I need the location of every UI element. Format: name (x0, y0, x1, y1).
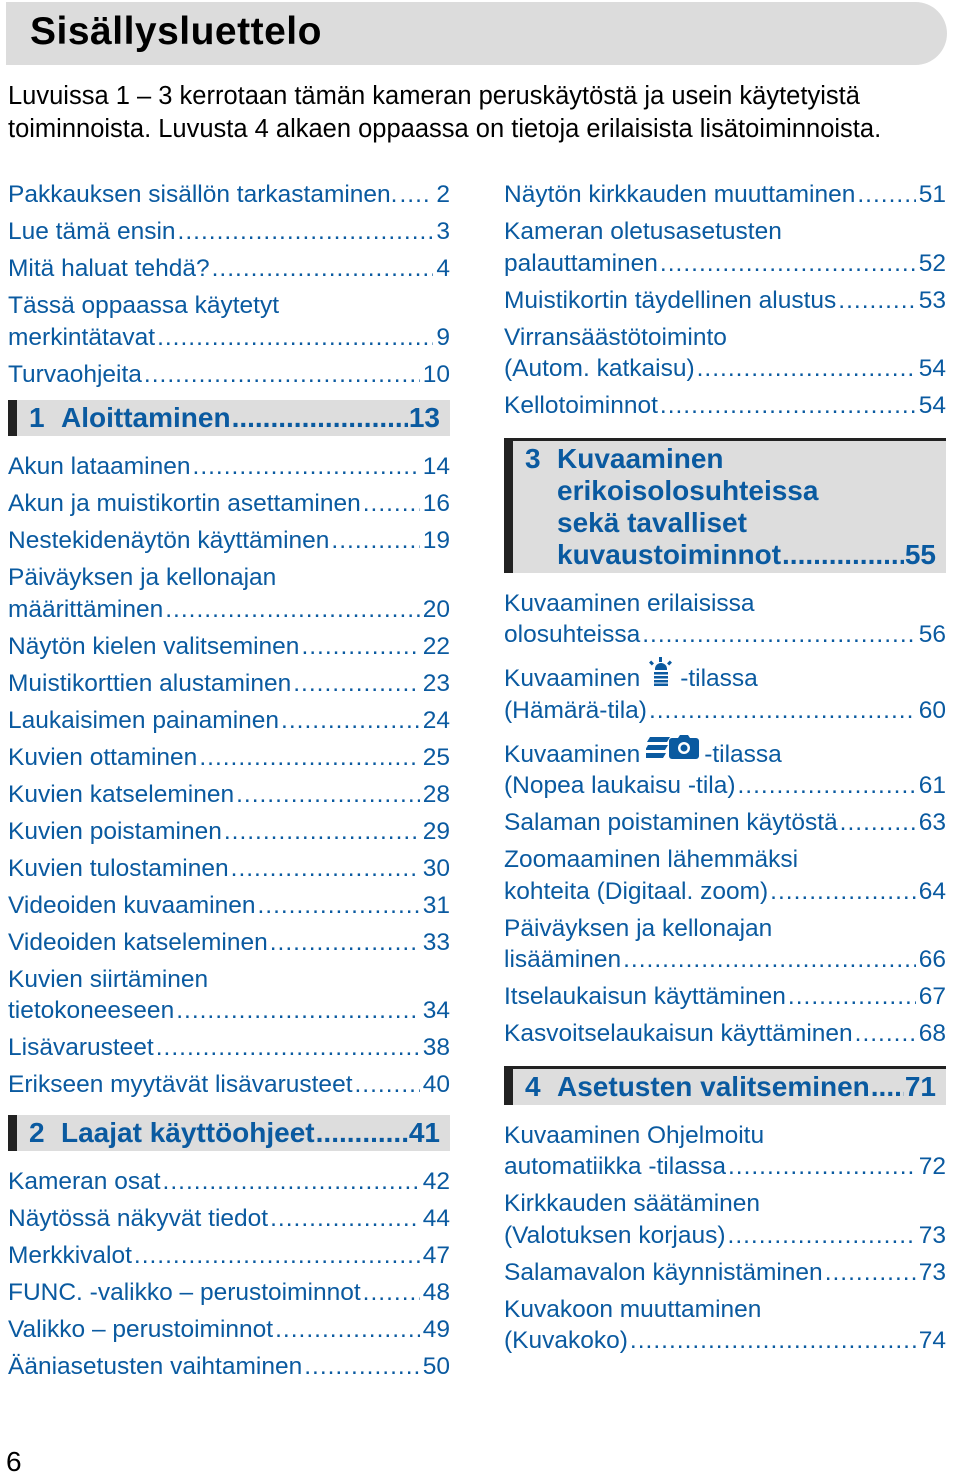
toc-entry-text: FUNC. -valikko – perustoiminnot (8, 1278, 361, 1306)
chapter-title-line: sekä tavalliset (557, 506, 747, 538)
dot-leader (176, 995, 420, 1027)
toc-entry-text: määrittäminen (8, 595, 164, 623)
toc-entry[interactable] (504, 1120, 946, 1183)
toc-page-number: 49 (422, 1315, 450, 1343)
toc-entry[interactable] (8, 705, 450, 737)
chapter-page: 55 (904, 538, 936, 570)
dot-leader (157, 322, 433, 354)
toc-page-number: 61 (918, 772, 946, 799)
dot-leader (232, 402, 408, 434)
toc-entry-text: Lue tämä ensin (8, 218, 176, 245)
toc-entry-line (8, 1032, 450, 1064)
toc-entry-line (8, 1277, 450, 1309)
toc-page-number: 4 (436, 255, 450, 282)
toc-entry-text: -tilassa (680, 665, 758, 692)
toc-entry[interactable] (8, 668, 450, 700)
toc-entry-line (504, 1294, 946, 1326)
toc-entry[interactable] (8, 488, 450, 520)
dot-leader (236, 779, 420, 811)
toc-page-number: 20 (422, 595, 450, 623)
dot-leader (231, 853, 420, 885)
toc-entry-line (504, 390, 946, 422)
toc-entry-line (8, 253, 450, 285)
toc-entry-text: Laukaisimen painaminen (8, 706, 280, 734)
toc-entry-text: Kirkkauden säätäminen (504, 1190, 761, 1217)
dot-leader (257, 890, 419, 922)
toc-entry-text: (Valotuksen korjaus) (504, 1221, 726, 1249)
toc-entry[interactable] (8, 1314, 450, 1346)
toc-entry-line (504, 248, 946, 280)
toc-entry-text: Salaman poistaminen käytöstä (504, 809, 838, 836)
toc-entry-line (8, 964, 450, 996)
toc-entry-text: Videoiden katseleminen (8, 928, 268, 956)
toc-entry-line (8, 1314, 450, 1346)
dot-leader (163, 1166, 420, 1198)
dot-leader (363, 488, 420, 520)
page-title: Sisällysluettelo (30, 10, 322, 53)
toc-entry-line (504, 1120, 946, 1152)
toc-page-number: 47 (422, 1241, 450, 1269)
toc-entry-text: Kuvien tulostaminen (8, 854, 229, 882)
toc-page-number: 29 (422, 817, 450, 845)
dot-leader (199, 742, 419, 774)
toc-page-number: 30 (422, 854, 450, 882)
toc-page-number: 24 (422, 706, 450, 734)
toc-entry-text: Merkkivalot (8, 1241, 132, 1269)
toc-entry-text: lisääminen (504, 946, 622, 973)
toc-page-number: 56 (918, 621, 946, 648)
toc-entry[interactable] (8, 890, 450, 922)
toc-entry-line (504, 807, 946, 839)
toc-page-number: 48 (422, 1278, 450, 1306)
dot-leader (871, 1071, 904, 1103)
toc-entry[interactable] (504, 981, 946, 1013)
toc-entry-line (8, 216, 450, 248)
dot-leader (838, 285, 915, 317)
page-number: 6 (6, 1446, 22, 1477)
toc-entry-text: Akun ja muistikortin asettaminen (8, 490, 361, 517)
toc-entry-text: (Kuvakoko) (504, 1327, 628, 1354)
toc-entry[interactable] (8, 964, 450, 1027)
toc-page-number: 52 (918, 249, 946, 277)
toc-page-number: 16 (422, 490, 450, 517)
toc-entry[interactable] (8, 290, 450, 353)
toc-page-number: 53 (918, 286, 946, 314)
toc-entry-text: Kuvien siirtäminen (8, 965, 209, 993)
toc-entry-text: Kasvoitselaukaisun käyttäminen (504, 1020, 853, 1047)
dot-leader (156, 1032, 420, 1064)
toc-entry-text: Akun lataaminen (8, 453, 191, 480)
chapter-number: 3 (525, 442, 541, 474)
toc-entry-text: Kuvaaminen Ohjelmoitu (504, 1121, 765, 1149)
toc-page-number: 50 (422, 1352, 450, 1380)
toc-entry-text: Päiväyksen ja kellonajan (504, 914, 773, 942)
toc-entry-line (8, 742, 450, 774)
toc-page-number: 3 (436, 218, 450, 245)
chapter-title-line: kuvaustoiminnot (557, 538, 782, 570)
toc-entry-text: Kellotoiminnot (504, 392, 658, 419)
toc-entry-line (504, 353, 946, 385)
toc-entry-line (8, 451, 450, 483)
dot-leader (697, 353, 916, 385)
toc-page-number: 54 (918, 392, 946, 419)
toc-page-number: 63 (918, 809, 946, 836)
toc-page-number: 74 (918, 1327, 946, 1354)
toc-entry-line (504, 844, 946, 876)
toc-entry-line (8, 1351, 450, 1383)
toc-entry[interactable] (504, 1257, 946, 1289)
toc-group (504, 588, 946, 1050)
chapter-number: 4 (525, 1070, 541, 1102)
chapter-title: Asetusten valitseminen (557, 1070, 870, 1102)
toc-entry-line (8, 1203, 450, 1235)
toc-entry-text: kohteita (Digitaal. zoom) (504, 877, 769, 905)
toc-page-number: 68 (918, 1020, 946, 1047)
dot-leader (728, 1220, 916, 1252)
chapter-number: 2 (29, 1116, 45, 1148)
toc-entry-text: Kuvaaminen (504, 740, 641, 768)
chapter-2-heading[interactable] (8, 1115, 450, 1151)
dot-leader (642, 619, 916, 651)
dot-leader (293, 668, 420, 700)
toc-entry[interactable] (8, 927, 450, 959)
toc-entry-line (8, 359, 450, 391)
chapter-4-heading[interactable] (504, 1066, 946, 1105)
toc-entry-text: (Nopea laukaisu -tila) (504, 772, 736, 799)
toc-entry-text: Kuvakoon muuttaminen (504, 1295, 762, 1323)
quick-shot-mode-icon (646, 732, 700, 771)
toc-entry-text: Kuvaaminen erilaisissa (504, 589, 755, 617)
toc-entry-line (8, 322, 450, 354)
toc-entry-line (8, 179, 450, 211)
dot-leader (660, 390, 916, 422)
dot-leader (782, 539, 904, 571)
toc-page-number: 19 (422, 527, 450, 554)
dot-leader (399, 179, 433, 211)
dot-leader (270, 927, 420, 959)
dot-leader (281, 705, 420, 737)
toc-entry-line (504, 913, 946, 945)
toc-page-number: 64 (918, 877, 946, 905)
title-bar (6, 2, 947, 65)
toc-entry-line (8, 1240, 450, 1272)
toc-entry-text: Mitä haluat tehdä? (8, 255, 210, 282)
toc-page-number: 73 (918, 1258, 946, 1286)
toc-entry-text: Päiväyksen ja kellonajan (8, 564, 277, 591)
dot-leader (301, 631, 419, 663)
toc-entry[interactable] (504, 1294, 946, 1357)
toc-entry-line (504, 179, 946, 211)
toc-entry[interactable] (8, 179, 450, 211)
toc-page-number: 44 (422, 1204, 450, 1232)
dot-leader (738, 770, 916, 802)
toc-entry[interactable] (8, 359, 450, 391)
toc-entry-line (504, 1325, 946, 1357)
toc-entry-line (8, 927, 450, 959)
dot-leader (770, 876, 916, 908)
toc-entry-text: tietokoneeseen (8, 997, 175, 1024)
toc-entry-text: Kuvien katseleminen (8, 780, 235, 808)
toc-page-number: 28 (422, 780, 450, 808)
toc-entry-text: Kameran osat (8, 1167, 161, 1195)
dot-leader (660, 248, 916, 280)
toc-entry-text: Muistikorttien alustaminen (8, 669, 292, 697)
dot-leader (355, 1069, 420, 1101)
toc-entry-text: Valikko – perustoiminnot (8, 1315, 274, 1343)
dot-leader (840, 807, 916, 839)
toc-entry-line (504, 1151, 946, 1183)
toc-entry[interactable] (8, 742, 450, 774)
toc-entry[interactable] (504, 913, 946, 976)
toc-page-number: 72 (918, 1153, 946, 1180)
toc-entry-line (8, 488, 450, 520)
toc-entry-text: merkintätavat (8, 323, 156, 351)
toc-entry-text: Kuvien poistaminen (8, 817, 222, 845)
toc-entry[interactable] (8, 1240, 450, 1272)
toc-entry-line (504, 285, 946, 317)
toc-entry-line (8, 853, 450, 885)
chapter-1-heading[interactable] (8, 400, 450, 436)
toc-entry-line (8, 890, 450, 922)
toc-entry-text: olosuhteissa (504, 621, 641, 648)
chapter-page: 13 (408, 402, 440, 433)
toc-entry-line (504, 588, 946, 620)
toc-entry[interactable] (504, 588, 946, 651)
dot-leader (857, 179, 915, 211)
toc-right-column (504, 179, 946, 1362)
toc-entry[interactable] (8, 525, 450, 557)
chapter-page: 41 (408, 1116, 440, 1148)
toc-entry-line (8, 525, 450, 557)
toc-entry[interactable] (504, 1018, 946, 1050)
dot-leader (363, 1277, 420, 1309)
toc-page-number: 60 (918, 696, 946, 724)
dot-leader (623, 944, 916, 976)
dot-leader (144, 359, 420, 391)
toc-entry-line (8, 705, 450, 737)
toc-entry-text: Erikseen myytävät lisävarusteet (8, 1071, 353, 1098)
toc-page-number: 67 (918, 983, 946, 1010)
toc-page-number: 33 (422, 928, 450, 956)
chapter-title: Aloittaminen (61, 402, 231, 433)
toc-group (8, 1166, 450, 1383)
toc-entry[interactable] (504, 322, 946, 385)
toc-entry-text: Kuvaaminen (504, 665, 641, 692)
toc-entry-text: Näytön kielen valitseminen (8, 632, 300, 660)
toc-entry-text: Näytön kirkkauden muuttaminen (504, 181, 856, 208)
toc-entry-text: Lisävarusteet (8, 1034, 154, 1061)
toc-entry[interactable] (504, 807, 946, 839)
toc-entry-text: -tilassa (704, 740, 782, 768)
toc-entry-text: Pakkauksen sisällön tarkastaminen. (8, 181, 398, 208)
chapter-number: 1 (29, 402, 45, 433)
toc-entry[interactable] (504, 179, 946, 211)
toc-entry[interactable] (8, 1069, 450, 1101)
toc-entry[interactable] (504, 656, 946, 726)
dot-leader (165, 594, 420, 626)
dot-leader (788, 981, 916, 1013)
toc-entry-line (8, 816, 450, 848)
toc-entry[interactable] (8, 1277, 450, 1309)
toc-entry-text: Videoiden kuvaaminen (8, 891, 256, 919)
toc-entry-text: Muistikortin täydellinen alustus (504, 286, 837, 314)
toc-entry[interactable] (8, 816, 450, 848)
toc-entry-line (8, 594, 450, 626)
toc-group (8, 179, 450, 390)
toc-entry[interactable] (504, 732, 946, 802)
dot-leader (316, 1117, 408, 1149)
toc-entry-text: Kuvien ottaminen (8, 743, 198, 771)
toc-entry[interactable] (8, 853, 450, 885)
toc-entry[interactable] (504, 844, 946, 907)
toc-entry-text: automatiikka -tilassa (504, 1153, 726, 1180)
dot-leader (728, 1151, 916, 1183)
toc-page-number: 51 (918, 181, 946, 208)
toc-entry[interactable] (8, 253, 450, 285)
toc-entry-line (504, 981, 946, 1013)
toc-entry-text: Näytössä näkyvät tiedot (8, 1204, 269, 1232)
toc-page-number: 25 (422, 743, 450, 771)
toc-entry-text: (Autom. katkaisu) (504, 355, 695, 382)
dot-leader (331, 525, 419, 557)
toc-page-number: 9 (436, 323, 450, 351)
toc-entry-line (504, 1220, 946, 1252)
toc-page-number: 22 (422, 632, 450, 660)
toc-page-number: 31 (422, 891, 450, 919)
toc-page-number: 54 (918, 355, 946, 382)
toc-entry-line (8, 631, 450, 663)
toc-entry-line (504, 1257, 946, 1289)
chapter-page: 71 (904, 1070, 936, 1102)
toc-entry-line (504, 1188, 946, 1220)
toc-entry[interactable] (8, 1032, 450, 1064)
toc-entry[interactable] (504, 285, 946, 317)
toc-entry-line (504, 876, 946, 908)
dot-leader (304, 1351, 420, 1383)
intro-text: Luvuissa 1 – 3 kerrotaan tämän kameran peruskäytöstä ja usein käytetyistä toiminnoista. Luvusta 4 alkaen oppaassa on tietoja erilaisista lisätoiminnoista. (8, 82, 882, 143)
toc-entry-line (8, 779, 450, 811)
toc-page-number: 73 (918, 1221, 946, 1249)
dot-leader (270, 1203, 420, 1235)
toc-entry-line (8, 1069, 450, 1101)
toc-page-number: 42 (422, 1167, 450, 1195)
dot-leader (630, 1325, 916, 1357)
toc-entry-line (504, 656, 946, 695)
toc-entry-text: Itselaukaisun käyttäminen (504, 983, 786, 1010)
chapter-title-line: erikoisolosuhteissa (557, 474, 819, 506)
dot-leader (193, 451, 420, 483)
dot-leader (825, 1257, 916, 1289)
toc-entry-line (504, 322, 946, 354)
toc-entry-line (8, 995, 450, 1027)
toc-entry-text: Tässä oppaassa käytetyt (8, 292, 280, 319)
toc-page-number: 10 (422, 360, 450, 388)
chapter-3-heading[interactable] (504, 438, 946, 573)
toc-entry-text: Nestekidenäytön käyttäminen (8, 527, 330, 554)
dot-leader (275, 1314, 420, 1346)
toc-entry-line (504, 619, 946, 651)
dot-leader (212, 253, 434, 285)
toc-entry-text: Zoomaaminen lähemmäksi (504, 846, 799, 873)
toc-page-number: 34 (422, 997, 450, 1024)
toc-page-number: 14 (422, 453, 450, 480)
toc-entry[interactable] (8, 1166, 450, 1198)
toc-entry-text: Turvaohjeita (8, 360, 142, 388)
toc-page-number: 38 (422, 1034, 450, 1061)
toc-entry-text: Kameran oletusasetusten (504, 218, 782, 245)
toc-entry-text: Salamavalon käynnistäminen (504, 1258, 823, 1286)
low-light-mode-icon (646, 656, 676, 695)
toc-entry-line (504, 732, 946, 771)
toc-entry-line (504, 770, 946, 802)
dot-leader (855, 1018, 916, 1050)
chapter-title-line: Kuvaaminen (557, 442, 724, 474)
toc-group (504, 179, 946, 422)
toc-entry-line (8, 562, 450, 594)
toc-entry-line (8, 1166, 450, 1198)
toc-entry[interactable] (8, 451, 450, 483)
toc-entry[interactable] (8, 1351, 450, 1383)
toc-entry[interactable] (8, 562, 450, 625)
chapter-title: Laajat käyttöohjeet (61, 1116, 315, 1148)
dot-leader (178, 216, 434, 248)
toc-page-number: 66 (918, 946, 946, 973)
toc-entry[interactable] (8, 631, 450, 663)
toc-entry-line (504, 1018, 946, 1050)
toc-entry-text: Ääniasetusten vaihtaminen (8, 1352, 303, 1380)
dot-leader (134, 1240, 420, 1272)
toc-entry-line (8, 290, 450, 322)
toc-entry[interactable] (504, 390, 946, 422)
toc-entry-line (504, 216, 946, 248)
toc-page-number: 23 (422, 669, 450, 697)
toc-entry[interactable] (8, 779, 450, 811)
toc-left-column (8, 179, 450, 1388)
dot-leader (649, 695, 916, 727)
toc-entry[interactable] (504, 216, 946, 279)
toc-group (504, 1120, 946, 1357)
toc-entry[interactable] (8, 1203, 450, 1235)
toc-entry[interactable] (8, 216, 450, 248)
toc-entry-line (504, 695, 946, 727)
toc-entry-text: Virransäästötoiminto (504, 323, 727, 351)
toc-page-number: 2 (436, 181, 450, 208)
dot-leader (224, 816, 420, 848)
toc-entry-line (504, 944, 946, 976)
toc-entry-text: (Hämärä-tila) (504, 696, 647, 724)
toc-entry[interactable] (504, 1188, 946, 1251)
toc-entry-line (8, 668, 450, 700)
toc-group (8, 451, 450, 1101)
toc-entry-text: palauttaminen (504, 249, 658, 277)
toc-page-number: 40 (422, 1071, 450, 1098)
